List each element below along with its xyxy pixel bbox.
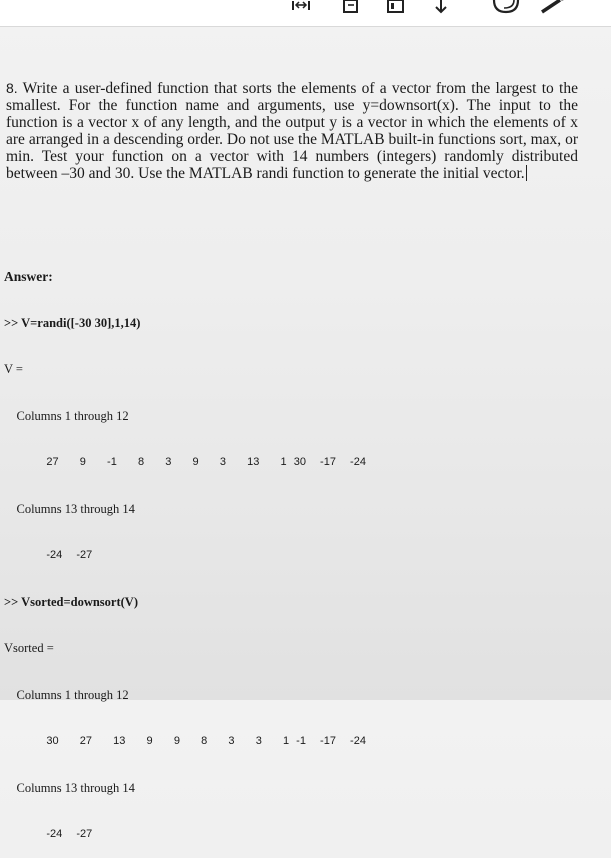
pen-icon[interactable] <box>538 0 568 14</box>
answer-block <box>4 238 366 858</box>
question-number: 8. <box>6 80 18 96</box>
output-line: Columns 13 through 14 <box>4 501 135 516</box>
numbers-line: 30 27 13 9 9 8 3 3 1 -1 -17 -24 <box>4 735 366 747</box>
output-line: Columns 1 through 12 <box>4 687 129 702</box>
comment-icon[interactable] <box>492 0 520 14</box>
command-line: >> Vsorted=downsort(V) <box>4 594 138 609</box>
box-icon[interactable] <box>387 0 405 14</box>
command-line: >> V=randi([-30 30],1,14) <box>4 315 141 330</box>
numbers-line: -24 -27 <box>4 828 93 840</box>
numbers-line: 27 9 -1 8 3 9 3 13 1 30 -17 -24 <box>4 456 366 468</box>
arrow-down-icon[interactable] <box>433 0 449 14</box>
output-line: V = <box>4 362 23 376</box>
answer-label: Answer: <box>4 269 53 284</box>
output-line: Columns 1 through 12 <box>4 408 129 423</box>
question-body: Write a user-defined function that sorts the elements of a vector from the largest to the smallest. For the function name and arguments, use y=downsort(x). The input to the function is a vector x of any length, and the output y is a vector in which the elements of x are arranged in a descending order. Do not use the MATLAB built-in functions sort, max, or min. Test your function on a vector with 14 numbers (integers) randomly distributed between –30 and 30. Use the MATLAB randi function to generate the initial vector. <box>6 80 578 182</box>
toolbar <box>0 0 611 27</box>
numbers-line: -24 -27 <box>4 549 93 561</box>
align-icon[interactable] <box>290 0 312 14</box>
output-line: Vsorted = <box>4 641 54 655</box>
text-cursor <box>526 165 527 181</box>
question-text <box>6 80 578 182</box>
insert-icon[interactable] <box>343 0 359 14</box>
output-line: Columns 13 through 14 <box>4 780 135 795</box>
